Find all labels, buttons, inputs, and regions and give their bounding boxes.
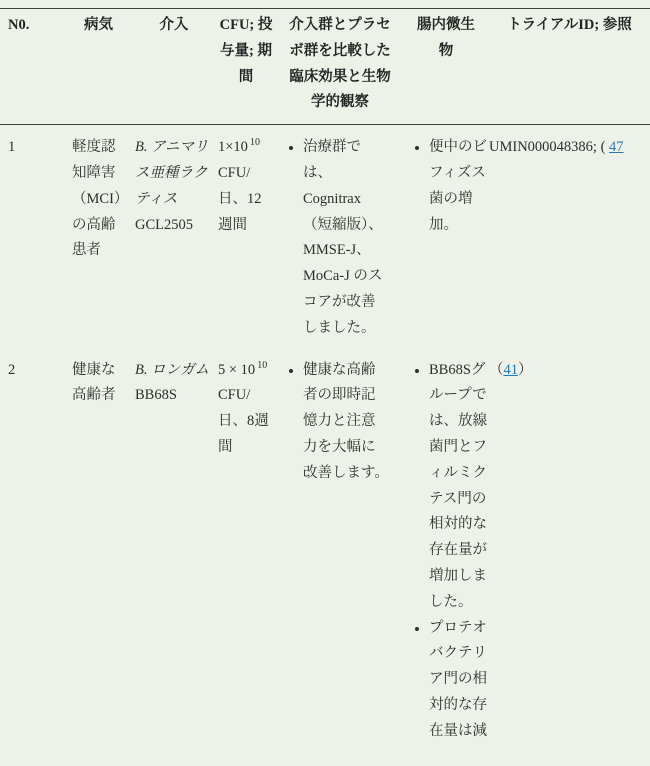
trial-id-reference-cell (489, 348, 650, 751)
disease-cell: 軽度認知障害（MCI）の高齢患者 (72, 139, 122, 259)
intervention-cell (133, 125, 215, 348)
table-row (0, 125, 650, 348)
row-number-cell: 2 (8, 361, 16, 378)
superscript-text: 10 (257, 359, 268, 371)
trial-id-reference-cell (489, 125, 650, 348)
bullet-item (429, 358, 489, 616)
header-cell-trial-id-reference: トライアルID; 参照 (489, 9, 650, 125)
text-run: 5 × 10 (218, 361, 256, 378)
gut-microbiota-cell (403, 125, 489, 348)
clinical-trials-table (0, 8, 650, 751)
disease-cell: 健康な高齢者 (72, 361, 116, 404)
text-run: 1×10 (218, 139, 248, 156)
cfu-dose-period-cell (215, 348, 277, 751)
text-run: （ (489, 361, 504, 378)
table-row (0, 348, 650, 751)
header-cell-intervention: 介入 (133, 9, 215, 125)
superscript-text: 10 (249, 137, 260, 149)
reference-link[interactable]: 41 (503, 361, 518, 378)
document-page (0, 8, 650, 766)
text-run: GCL2505 (135, 216, 193, 233)
text-run: CFU/日、8週間 (218, 387, 269, 455)
text-run: BB68S (135, 387, 177, 404)
text-run: 便中のビフィズス菌の増加。 (429, 139, 487, 233)
text-run: UMIN000048386; ( (489, 139, 610, 156)
text-run: B. アニマリス亜種ラクティス (135, 139, 209, 207)
bullet-list (277, 135, 389, 341)
bullet-item (429, 616, 489, 745)
row-number-cell: 1 (8, 139, 16, 156)
text-run: CFU/日、12週間 (218, 164, 262, 233)
bullet-item (303, 358, 389, 487)
text-run: プロテオバクテリア門の相対的な存在量は減 (429, 619, 487, 739)
header-cell-clinical-effects: 介入群とプラセボ群を比較した臨床効果と生物学的観察 (277, 9, 403, 125)
bullet-item (303, 135, 389, 341)
text-run: ） (518, 361, 533, 378)
clinical-effects-cell (277, 125, 403, 348)
header-cell-number: N0. (0, 9, 64, 125)
clinical-effects-cell (277, 348, 403, 751)
gut-microbiota-cell (403, 348, 489, 751)
cfu-dose-period-cell (215, 125, 277, 348)
bullet-item (429, 135, 489, 238)
text-run: 健康な高齢者の即時記憶力と注意力を大幅に改善します。 (303, 361, 389, 481)
text-run: 治療群では、Cognitrax（短縮版）、MMSE-J、MoCa-J のスコアが改善しました。 (303, 139, 383, 336)
bullet-list (277, 358, 389, 487)
header-cell-disease: 病気 (64, 9, 133, 125)
reference-link[interactable]: 47 (609, 139, 624, 156)
intervention-cell (133, 348, 215, 751)
bullet-list (403, 135, 489, 238)
header-cell-cfu-dose-period: CFU; 投与量; 期間 (215, 9, 277, 125)
table-header-row (0, 9, 650, 125)
text-run: B. ロンガム (135, 361, 210, 378)
header-cell-gut-microbiota: 腸内微生物 (403, 9, 489, 125)
bullet-list (403, 358, 489, 745)
text-run: BB68Sグループでは、放線菌門とフィルミクテス門の相対的な存在量が増加しました。 (429, 361, 487, 610)
